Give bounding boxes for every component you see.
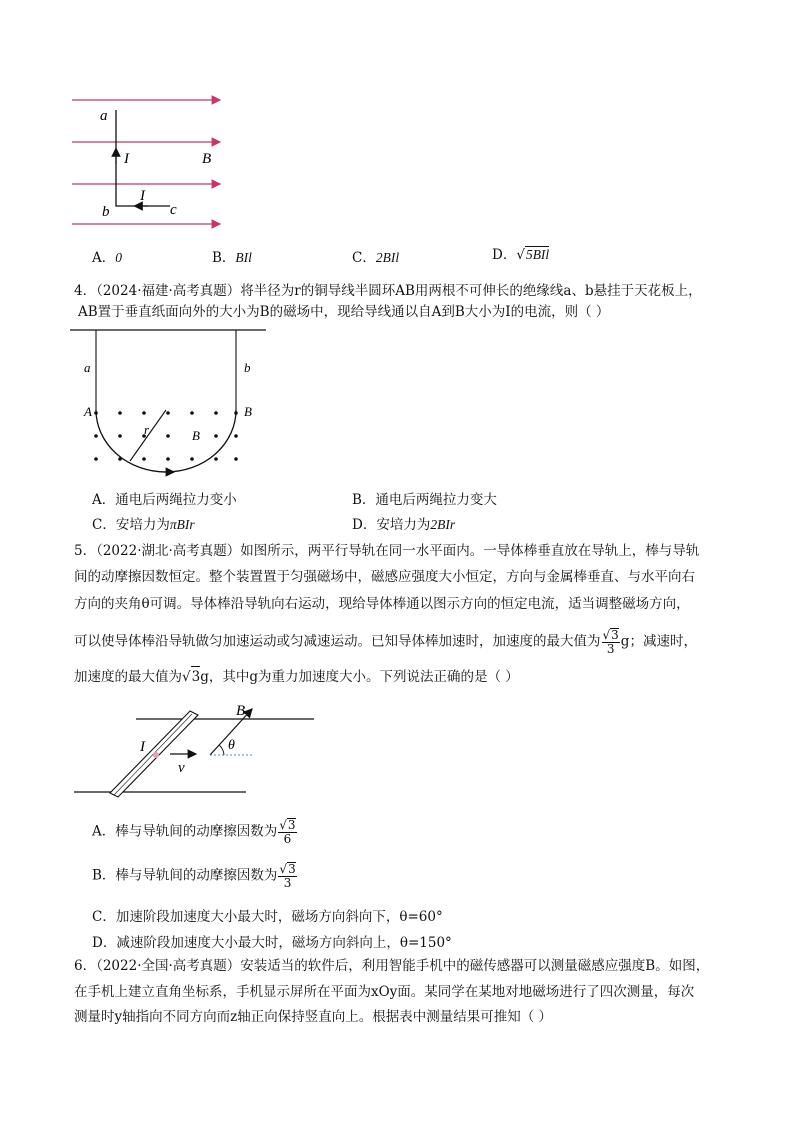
label-field-b: B xyxy=(236,703,246,719)
q6-stem-line2: 在手机上建立直角坐标系，手机显示屏所在平面为xOy面。某同学在某地对地磁场进行了四次测量，每次 xyxy=(74,984,695,1000)
label-theta: θ xyxy=(228,738,235,753)
q4-stem-line1: 4．（2024·福建·高考真题）将半径为r的铜导线半圆环AB用两根不可伸长的绝缘线a、b悬挂于天花板上， xyxy=(74,283,702,299)
label-b: b xyxy=(102,204,110,220)
q4-stem-line2: AB置于垂直纸面向外的大小为B的磁场中，现给导线通以自A到B大小为I的电流，则（ ） xyxy=(78,304,610,320)
label-current-ab: I xyxy=(124,151,129,167)
label-velocity: v xyxy=(178,760,185,776)
label-a: a xyxy=(100,108,108,124)
q5-stem-line4: 可以使导体棒沿导轨做匀加速运动或匀减速运动。已知导体棒加速时，加速度的最大值为 $\frac{√3}{3}$ g；减速时， xyxy=(74,628,697,656)
q4-option-c: C．安培力为πBIr xyxy=(92,517,195,533)
q3-option-d: D．√5BIl xyxy=(492,247,550,263)
q6-stem-line1: 6．（2022·全国·高考真题）安装适当的软件后，利用智能手机中的磁传感器可以测量磁感应强度B。如图， xyxy=(74,958,710,974)
q3-option-a: A．0 xyxy=(92,250,122,266)
q5-stem-line5: 加速度的最大值为√3g，其中g为重力加速度大小。下列说法正确的是（ ） xyxy=(74,666,519,687)
label-field: B xyxy=(192,428,200,443)
label-current-bc: I xyxy=(140,188,145,204)
q5-option-b: B．棒与导轨间的动摩擦因数为 $\frac{√3}{3}$ xyxy=(92,862,296,890)
label-thread-b: b xyxy=(244,360,251,375)
q6-stem-line3: 测量时y轴指向不同方向而z轴正向保持竖直向上。根据表中测量结果可推知（ ） xyxy=(74,1009,553,1025)
label-radius: r xyxy=(144,422,150,437)
q5-option-c: C．加速阶段加速度大小最大时，磁场方向斜向下，θ=60° xyxy=(92,909,443,925)
q3-option-c: C．2BIl xyxy=(352,250,400,266)
q5-stem-line1: 5．（2022·湖北·高考真题）如图所示，两平行导轨在同一水平面内。一导体棒垂直放在导轨上，棒与导轨 xyxy=(74,543,700,559)
q3-figure xyxy=(70,90,230,230)
q3-option-b: B．BIl xyxy=(212,250,252,266)
q5-stem-line2: 间的动摩擦因数恒定。整个装置置于匀强磁场中，磁感应强度大小恒定，方向与金属棒垂直、与水平向右 xyxy=(74,569,695,585)
q5-figure xyxy=(70,697,330,802)
q5-option-a: A．棒与导轨间的动摩擦因数为 $\frac{√3}{6}$ xyxy=(92,818,296,846)
label-end-b: B xyxy=(244,404,252,419)
q5-option-d: D．减速阶段加速度大小最大时，磁场方向斜向上，θ=150° xyxy=(92,935,452,951)
label-end-a: A xyxy=(84,404,92,419)
q5-stem-line3: 方向的夹角θ可调。导体棒沿导轨向右运动，现给导体棒通以图示方向的恒定电流，适当调整磁场方向， xyxy=(74,596,690,612)
label-thread-a: a xyxy=(84,360,91,375)
q4-option-a: A．通电后两绳拉力变小 xyxy=(92,492,237,508)
q4-option-d: D．安培力为2BIr xyxy=(352,517,456,533)
q4-figure xyxy=(70,328,270,478)
label-field-b: B xyxy=(202,151,212,167)
semicircle-ring xyxy=(96,410,236,472)
q4-option-b: B．通电后两绳拉力变大 xyxy=(352,492,497,508)
label-c: c xyxy=(170,202,177,218)
label-current: I xyxy=(140,739,145,755)
